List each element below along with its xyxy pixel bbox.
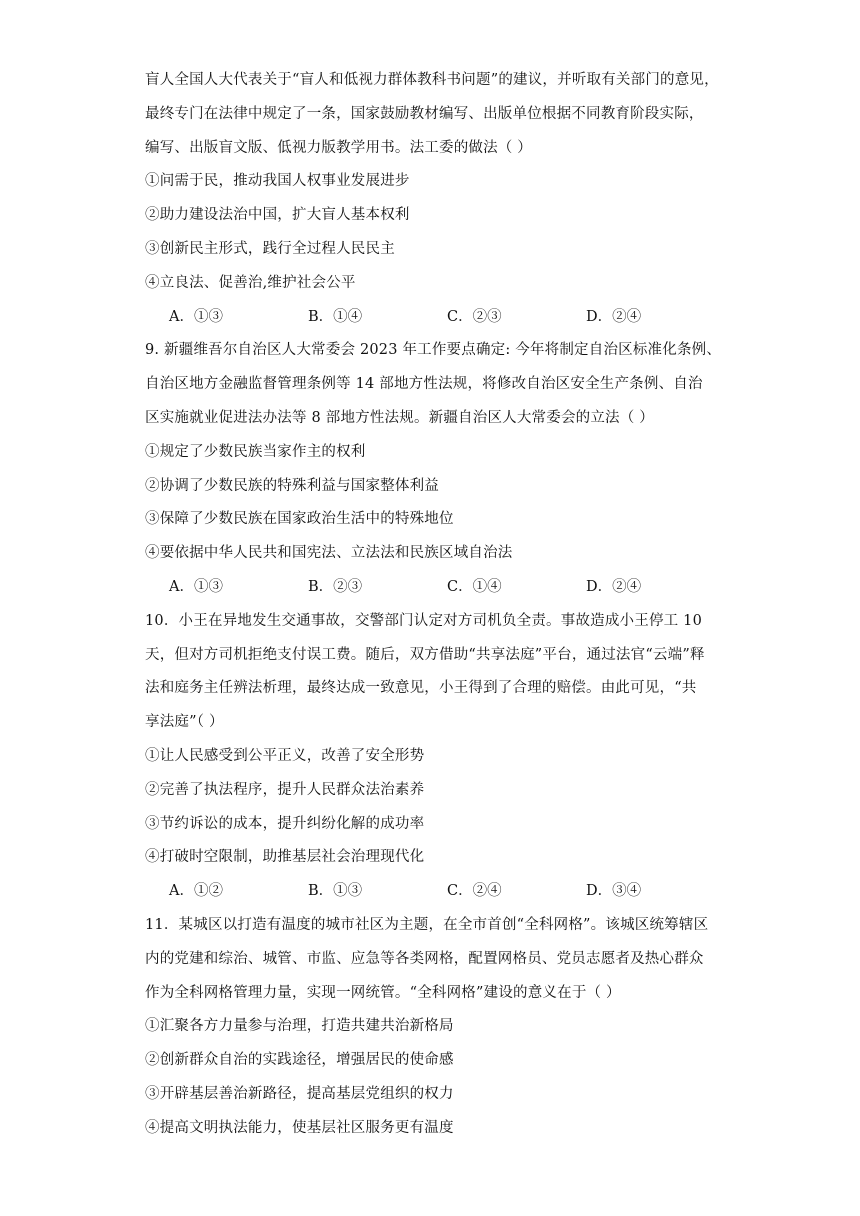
statement-2: ②助力建设法治中国，扩大盲人基本权利	[145, 207, 410, 224]
answer-options	[145, 571, 725, 605]
statement-3: ③保障了少数民族在国家政治生活中的特殊地位	[145, 511, 454, 528]
option-c: C．②③	[447, 308, 502, 325]
question-stem-line: 最终专门在法律中规定了一条，国家鼓励教材编写、出版单位根据不同教育阶段实际，	[145, 105, 704, 122]
option-a: A．①②	[169, 883, 223, 900]
statement-4: ④要依据中华人民共和国宪法、立法法和民族区域自治法	[145, 545, 513, 562]
question-stem-line: 天，但对方司机拒绝支付误工费。随后，双方借助“共享法庭”平台，通过法官“云端”释	[145, 646, 705, 663]
question-stem-line: 区实施就业促进法办法等 8 部地方性法规。新疆自治区人大常委会的立法（ ）	[145, 409, 654, 426]
statement-1: ①让人民感受到公平正义，改善了安全形势	[145, 747, 425, 764]
answer-options	[145, 301, 725, 335]
option-b: B．①④	[308, 308, 363, 325]
statement-2: ②协调了少数民族的特殊利益与国家整体利益	[145, 477, 439, 494]
question-stem-line: 内的党建和综治、城管、市监、应急等各类网格，配置网格员、党员志愿者及热心群众	[145, 950, 704, 967]
question-stem-line: 享法庭”（ ）	[145, 714, 224, 731]
statement-2: ②完善了执法程序，提升人民群众法治素养	[145, 781, 425, 798]
option-d: D．②④	[586, 578, 642, 595]
question-stem-line: 编写、出版盲文版、低视力版教学用书。法工委的做法（ ）	[145, 139, 533, 156]
question-stem-line: 9. 新疆维吾尔自治区人大常委会 2023 年工作要点确定: 今年将制定自治区标准化条例、	[145, 342, 722, 359]
statement-1: ①规定了少数民族当家作主的权利	[145, 443, 366, 460]
statement-2: ②创新群众自治的实践途径，增强居民的使命感	[145, 1052, 454, 1069]
option-a: A．①③	[169, 578, 223, 595]
question-9	[145, 334, 725, 604]
option-c: C．①④	[447, 578, 502, 595]
statement-4: ④打破时空限制，助推基层社会治理现代化	[145, 849, 425, 866]
statement-3: ③开辟基层善治新路径，提高基层党组织的权力	[145, 1085, 454, 1102]
question-10	[145, 605, 725, 909]
question-stem-line: 10．小王在异地发生交通事故，交警部门认定对方司机负全责。事故造成小王停工 10	[145, 612, 703, 629]
statement-4: ④立良法、促善治,维护社会公平	[145, 274, 356, 291]
question-stem-line: 自治区地方金融监督管理条例等 14 部地方性法规，将修改自治区安全生产条例、自治	[145, 376, 703, 393]
answer-options	[145, 875, 725, 909]
option-c: C．②④	[447, 883, 502, 900]
option-d: D．③④	[586, 883, 642, 900]
statement-3: ③创新民主形式，践行全过程人民民主	[145, 240, 395, 257]
question-stem-line: 作为全科网格管理力量，实现一网统管。“全科网格”建设的意义在于（ ）	[145, 984, 621, 1001]
question-11	[145, 909, 725, 1146]
question-content	[145, 64, 725, 1146]
statement-1: ①问需于民，推动我国人权事业发展进步	[145, 173, 410, 190]
statement-4: ④提高文明执法能力，使基层社区服务更有温度	[145, 1119, 454, 1136]
question-stem-line: 11．某城区以打造有温度的城市社区为主题，在全市首创“全科网格”。该城区统筹辖区	[145, 916, 709, 933]
option-b: B．②③	[308, 578, 363, 595]
option-d: D．②④	[586, 308, 642, 325]
statement-1: ①汇聚各方力量参与治理，打造共建共治新格局	[145, 1018, 454, 1035]
option-b: B．①③	[308, 883, 363, 900]
question-stem-line: 盲人全国人大代表关于“盲人和低视力群体教科书问题”的建议，并听取有关部门的意见，	[145, 72, 719, 88]
question-stem-line: 法和庭务主任辨法析理，最终达成一致意见，小王得到了合理的赔偿。由此可见，“共	[145, 680, 697, 697]
option-a: A．①③	[169, 308, 223, 325]
question-8-continued	[145, 64, 725, 334]
statement-3: ③节约诉讼的成本，提升纠纷化解的成功率	[145, 815, 425, 832]
